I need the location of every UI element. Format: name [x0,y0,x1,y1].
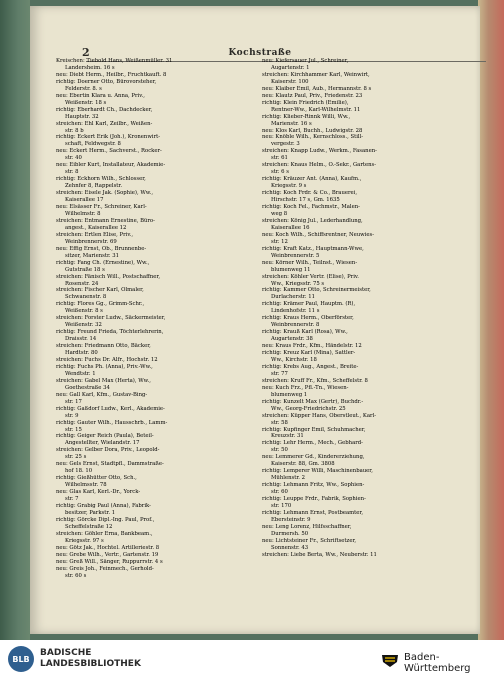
directory-entry [262,114,458,128]
directory-entry [56,121,252,135]
entry-text: streichen: Forster Ludw., Säckermeister, [56,315,166,322]
directory-entry [56,552,252,559]
directory-entry [262,364,458,378]
directory-entry [262,128,458,135]
directory-entry [56,559,252,566]
directory-entry [56,364,252,378]
entry-continuation: Weinbrennerstr. 8 [271,322,320,329]
entry-continuation: Ww., Georg-Friedrichstr. 25 [271,405,346,412]
entry-text: neu: Knöble Wilh., Kernschloss., Still- [262,134,364,141]
entry-continuation: Mühlenstr. 2 [271,475,306,482]
directory-entry [56,287,252,301]
directory-entry [56,503,252,517]
directory-entry [262,510,458,524]
library-name-line-2: LANDESBIBLIOTHEK [40,659,141,669]
directory-entry [262,86,458,93]
blb-logo [8,646,34,672]
entry-continuation: Durlacherstr. 11 [271,294,315,301]
directory-entry [56,475,252,489]
entry-text: streichen: Gelber Dora, Priv., Leopold- [56,447,160,454]
library-footer [0,640,504,680]
entry-continuation: Weißenstr. 32 [65,322,102,329]
directory-entry [56,378,252,392]
entry-text: richtig: Koch Fel., Fachmstr., Malen- [262,204,360,211]
directory-entry [56,545,252,552]
entry-text: neu: Klaiber Emil, Aub., Hermannstr. 8 s [262,85,372,92]
entry-text: streichen: Gabel Max (Herta), Ww., [56,377,151,384]
entry-continuation: str. 60 [271,489,288,496]
book-cover-edge [478,0,504,640]
directory-entry [262,232,458,246]
entry-text: neu: Diebt Herm., Heilbr., Fruchtkauft. 8 [56,71,167,78]
directory-entry [262,343,458,350]
entry-continuation: Durmersh. 50 [271,530,309,537]
entry-text: neu: Gels Ernst, Stadtpfl., Dammstraße- [56,461,164,468]
entry-text: richtig: Klieber-Rinnk Willi, Ww., [262,113,351,120]
entry-text: streichen: Kirchhammer Karl, Weinwirt, [262,71,370,78]
entry-continuation: str. 58 [271,419,288,426]
entry-text: richtig: Krebs Aug., Angest., Breite- [262,363,359,370]
book-spine [0,0,30,640]
entry-text: streichen: König Jul., Lederhandlung, [262,217,363,224]
entry-continuation: Weinbrennerstr. 69 [65,238,117,245]
entry-continuation: blumenweg 11 [271,266,311,273]
directory-entry [262,134,458,148]
entry-continuation: Weißenstr. 18 s [65,99,107,106]
entry-continuation: str. 12 [271,238,288,245]
directory-entry [56,134,252,148]
entry-text: richtig: Kraus Herm., Oberförster, [262,315,354,322]
entry-continuation: hof 18. 10 [65,468,93,475]
library-name [40,648,141,670]
entry-continuation: str. 25 s [65,454,87,461]
directory-entry [262,93,458,100]
entry-text: streichen: Fischer Karl, Ölmaler, [56,287,144,294]
entry-continuation: Sonnenstr. 43 [271,544,309,551]
entry-continuation: Kaiserallee 16 [271,224,310,231]
entry-text: streichen: Eisele Jak. (Sophie), Ww., [56,190,154,197]
directory-entry [262,538,458,552]
entry-continuation: str. 77 [271,370,288,377]
directory-entry [262,72,458,86]
entry-continuation: Angestellter, Wielandstr. 17 [65,440,140,447]
entry-text: richtig: Kraft Katz., Hauptmann-Wwe, [262,245,364,252]
entry-text: streichen: Entmann Ernestine, Büro- [56,217,155,224]
entry-continuation: str. 170 [271,503,292,509]
directory-entry [56,58,252,72]
directory-entry [262,524,458,538]
entry-text: richtig: Lehmann Fritz, Ww., Sophien- [262,482,365,489]
entry-text: neu: Glas Karl, Kerl.-Dr., Yorck- [56,489,141,496]
directory-entry [262,385,458,399]
directory-entry [56,447,252,461]
entry-text: richtig: Gauter Wilh., Hausschrb., Lamm- [56,419,168,426]
entry-text: neu: Greß Will., Sänger, Ruppurrstr. 4 s [56,558,163,565]
directory-entry [262,58,458,72]
entry-continuation: Ww., Kirchstr. 18 [271,356,317,363]
directory-column-left [56,58,252,579]
entry-continuation: Kaiserallee 17 [65,197,104,204]
directory-entry [262,496,458,510]
directory-entry [262,413,458,427]
entry-text: neu: Lemmerer Gd., Kindererziehung, [262,454,365,461]
entry-continuation: str. 60 s [65,572,87,579]
directory-entry [262,350,458,364]
entry-text: neu: Elsässer Fr., Schreiner, Karl- [56,204,147,211]
directory-entry [262,204,458,218]
entry-text: streichen: Köhler Vertr. (Elise), Priv. [262,273,359,280]
entry-text: streichen: Ertlen Elise, Priv., [56,231,134,238]
entry-continuation: str. 8 b [65,127,84,134]
entry-text: neu: Greis Joh., Feinmech., Gerhold- [56,565,154,572]
directory-entry [56,566,252,580]
entry-text: streichen: Friedmann Otto, Bäcker, [56,343,151,350]
entry-continuation: vergestr. 3 [271,141,300,148]
entry-text: richtig: Freund Frieda, Töchterlehrerin, [56,329,164,336]
directory-entry [262,190,458,204]
state-coat-of-arms-icon [380,652,400,668]
directory-entry [56,315,252,329]
directory-entry [262,552,458,559]
entry-continuation: Augartenstr. 38 [271,336,313,343]
entry-continuation: Felderstr. 8. s [65,85,102,92]
directory-entry [56,72,252,79]
entry-text: richtig: Doerner Otto, Bürovorsteher, [56,78,157,85]
entry-continuation: Kreuzstr. 31 [271,433,304,440]
entry-continuation: Weinbrennerstr. 5 [271,252,320,259]
entry-text: richtig: Kupfinger Emil, Schuhmacher, [262,426,366,433]
directory-entry [262,162,458,176]
directory-entry [262,176,458,190]
entry-text: richtig: Leuppe Frdr., Fabrik, Sophien- [262,496,366,503]
entry-text: neu: Effig Ernst, Ob., Brunnenbe- [56,245,147,252]
entry-text: neu: Klos Karl, Buchh., Ludwigstr. 28 [262,127,363,134]
entry-continuation: blumenweg 1 [271,391,308,398]
directory-entry [56,176,252,190]
library-name-line-1: BADISCHE [40,648,92,658]
entry-text: neu: Eckert Herm., Sachverst., Rocker- [56,148,162,155]
directory-entry [56,148,252,162]
directory-entry [56,489,252,503]
directory-entry [262,454,458,468]
entry-text: neu: Ebertin Klara u. Anna, Priv., [56,92,145,99]
directory-entry [56,218,252,232]
directory-entry [262,260,458,274]
entry-continuation: str. 40 [65,155,82,162]
entry-text: streichen: Knaus Helm., O.-Sekr., Gartens- [262,162,377,169]
directory-entry [262,315,458,329]
directory-entry [262,246,458,260]
entry-continuation: Wilhelmsstr. 78 [65,482,107,489]
entry-continuation: Rentner-Ww., Karl-Wilhelmstr. 11 [271,106,361,113]
entry-text: neu: Lichtsteiner Fr., Schriftsetzer, [262,537,357,544]
entry-text: neu: Gall Karl, Kfm., Gustav-Bing- [56,391,148,398]
entry-continuation: str. 8 [65,169,79,176]
directory-entry [56,461,252,475]
entry-continuation: Hardtstr. 80 [65,350,98,357]
directory-entry [56,190,252,204]
entry-continuation: Kaiserstr. 100 [271,78,309,85]
entry-continuation: Ww., Kriegsstr. 75 s [271,280,325,287]
directory-entry [56,420,252,434]
directory-entry [262,440,458,454]
entry-continuation: schaft, Feldwegstr. 8 [65,141,121,148]
entry-text: richtig: Lehr Herm., Mech., Gebhard- [262,440,363,447]
entry-text: richtig: Grabig Paul (Anna), Fabrik- [56,503,151,509]
directory-entry [56,357,252,364]
directory-entry [56,392,252,406]
directory-entry [262,329,458,343]
entry-text: richtig: Flores Gg., Grimm-Schr., [56,301,145,308]
entry-continuation: str. 50 [271,447,288,454]
entry-continuation: Marienstr. 16 s [271,120,312,127]
entry-text: richtig: Kräuzer Ant. (Anna), Kaufm., [262,176,362,183]
entry-continuation: Kriegsstr. 97 s [65,537,104,544]
entry-text: richtig: Kreuz Karl (Mina), Sattler- [262,350,356,357]
entry-continuation: Hirschstr. 17 s, Gm. 1635 [271,197,340,204]
entry-continuation: Lindenhofstr. 11 s [271,308,320,315]
entry-continuation: Draisstr. 14 [65,336,97,343]
entry-text: neu: Götz Jak., Hochtel. Artilleriestr. 8 [56,544,160,551]
directory-entry [262,274,458,288]
entry-text: neu: Leng Lorenz, Hilfsschaffner, [262,523,352,530]
entry-text: richtig: Gaßdorf Ludw., Kerl., Akademie- [56,405,165,412]
entry-text: streichen: Küpper Hans, Oberstleut., Karl- [262,412,377,419]
directory-entry [262,287,458,301]
entry-continuation: str. 15 [65,426,82,433]
entry-text: streichen: Fuchs Dr. Alfr., Hochstr. 12 [56,356,158,363]
directory-entry [56,329,252,343]
directory-entry [56,531,252,545]
directory-entry [56,343,252,357]
entry-text: neu: Grebe Wilh., Vertr., Gartenstr. 19 [56,551,159,558]
entry-continuation: Gutstraße 18 s [65,266,105,273]
entry-text: streichen: Kruff Fr., Kfm., Scheffelstr. 8 [262,377,368,384]
directory-entry [56,162,252,176]
entry-text: richtig: Görcke Dipl.-Ing. Paul, Prof., [56,516,155,523]
directory-entry [56,260,252,274]
entry-text: richtig: Lemperer Willi, Maschinenbauer, [262,468,373,475]
entry-text: streichen: Knapp Ludw., Werkm., Fasanen- [262,148,377,155]
directory-entry [56,246,252,260]
entry-continuation: angest., Kaiserallee 12 [65,224,127,231]
entry-continuation: Rosenstr. 24 [65,280,99,287]
entry-text: richtig: Eckert Erik (Joh.), Kronenwirt- [56,134,161,141]
entry-text: streichen: Liebe Berta, Ww., Neuberstr. 11 [262,551,377,558]
entry-continuation: Hauptstr. 32 [65,113,99,120]
entry-continuation: Augartenstr. 1 [271,64,310,71]
entry-text: neu: Eibler Kurt, Installateur, Akademie- [56,162,166,169]
directory-entry [56,517,252,531]
entry-continuation: str. 9 [65,412,79,419]
directory-entry [262,148,458,162]
entry-continuation: Kaiserstr. 88, Gm. 3808 [271,461,335,468]
entry-text: richtig: Krauß Karl (Rosa), Ww., [262,329,348,336]
entry-continuation: Kriegsstr. 9 s [271,183,307,190]
entry-text: richtig: Fuchs Ph. (Anna), Priv.-Ww., [56,363,153,370]
directory-entry [56,406,252,420]
entry-text: neu: Kuch Frz., Pfl.-Tn., Wiesen- [262,384,349,391]
entry-continuation: weg 8 [271,210,288,217]
directory-entry [262,482,458,496]
directory-entry [262,468,458,482]
directory-entry [56,79,252,93]
entry-text: richtig: Geiger Reich (Paula), Beteil- [56,433,154,440]
entry-continuation: Zehnfer 8, Rappelstr. [65,183,123,190]
state-name: Baden-Württemberg [404,652,471,674]
entry-text: Kreischen: Tiebold Hans, Weißenmüller. 31 [56,58,173,64]
directory-entry [262,378,458,385]
entry-text: richtig: Eckhorn Wilh., Schlosser, [56,176,146,183]
entry-text: neu: Kiefersauer Jul., Schreiner, [262,58,349,64]
entry-text: neu: Klautz Paul, Priv., Friedenstr. 23 [262,92,363,99]
entry-continuation: Weißenstr. 8 s [65,308,103,315]
entry-continuation: str. 61 [271,155,288,162]
page-number: 2 [82,46,90,59]
blb-logo-text: BLB [12,654,30,664]
directory-entry [56,433,252,447]
entry-continuation: Schwanenstr. 8 [65,294,107,301]
entry-text: richtig: Fang Ch. (Ernestine), Ww., [56,259,150,266]
directory-entry [56,232,252,246]
entry-text: richtig: Gießhütter Otto, Sch., [56,475,137,482]
entry-continuation: Landersheim. 16 s [65,64,115,71]
directory-entry [262,301,458,315]
entry-text: richtig: Kammer Otto, Schreinermeister, [262,287,371,294]
entry-continuation: str. 7 [65,496,79,503]
entry-continuation: str. 17 [65,398,82,405]
directory-entry [262,399,458,413]
entry-continuation: Scheffelstraße 12 [65,523,113,530]
directory-entry [262,100,458,114]
entry-text: streichen: Göhler Erna, Bankbeam., [56,530,153,537]
entry-text: streichen: Fänisch Will., Postschaffner, [56,273,161,280]
entry-text: richtig: Koch Frdr. & Co., Brauerei, [262,190,358,197]
entry-text: streichen: Ehl Karl, Zeilbr., Weißen- [56,120,153,127]
directory-entry [56,107,252,121]
directory-entry [262,427,458,441]
entry-text: richtig: Krämer Paul, Hauptm. (R), [262,301,356,308]
entry-continuation: sitzer, Marienstr. 31 [65,252,120,259]
entry-text: neu: Koch Wilh., Schiffsrentner, Neuwies- [262,231,374,238]
entry-text: neu: Kraus Frdr., Kfm., Händelstr. 12 [262,343,362,350]
entry-continuation: Wilhelmstr. 8 [65,210,101,217]
entry-continuation: str. 6 s [271,169,289,176]
directory-entry [56,301,252,315]
entry-continuation: Ebersteinstr. 9 [271,516,311,523]
entry-text: richtig: Kunzelt Max (Gertr), Buchdr.- [262,398,364,405]
entry-text: richtig: Eberhardt Ch., Dachdecker, [56,106,153,113]
entry-text: richtig: Lehmann Ernst, Postbeamter, [262,509,364,516]
entry-text: richtig: Klein Friedrich (Emilie), [262,99,349,106]
directory-entry [56,204,252,218]
running-head: Kochstraße [228,48,292,58]
entry-continuation: besitzer, Parkstr. 1 [65,509,116,516]
directory-entry [262,218,458,232]
directory-entry [56,274,252,288]
entry-continuation: Goethestraße 34 [65,384,110,391]
entry-text: neu: Körner Wilh., Teilnst., Wiesen- [262,259,358,266]
directory-column-right [262,58,458,559]
directory-entry [56,93,252,107]
entry-continuation: Wendtstr. 1 [65,370,96,377]
